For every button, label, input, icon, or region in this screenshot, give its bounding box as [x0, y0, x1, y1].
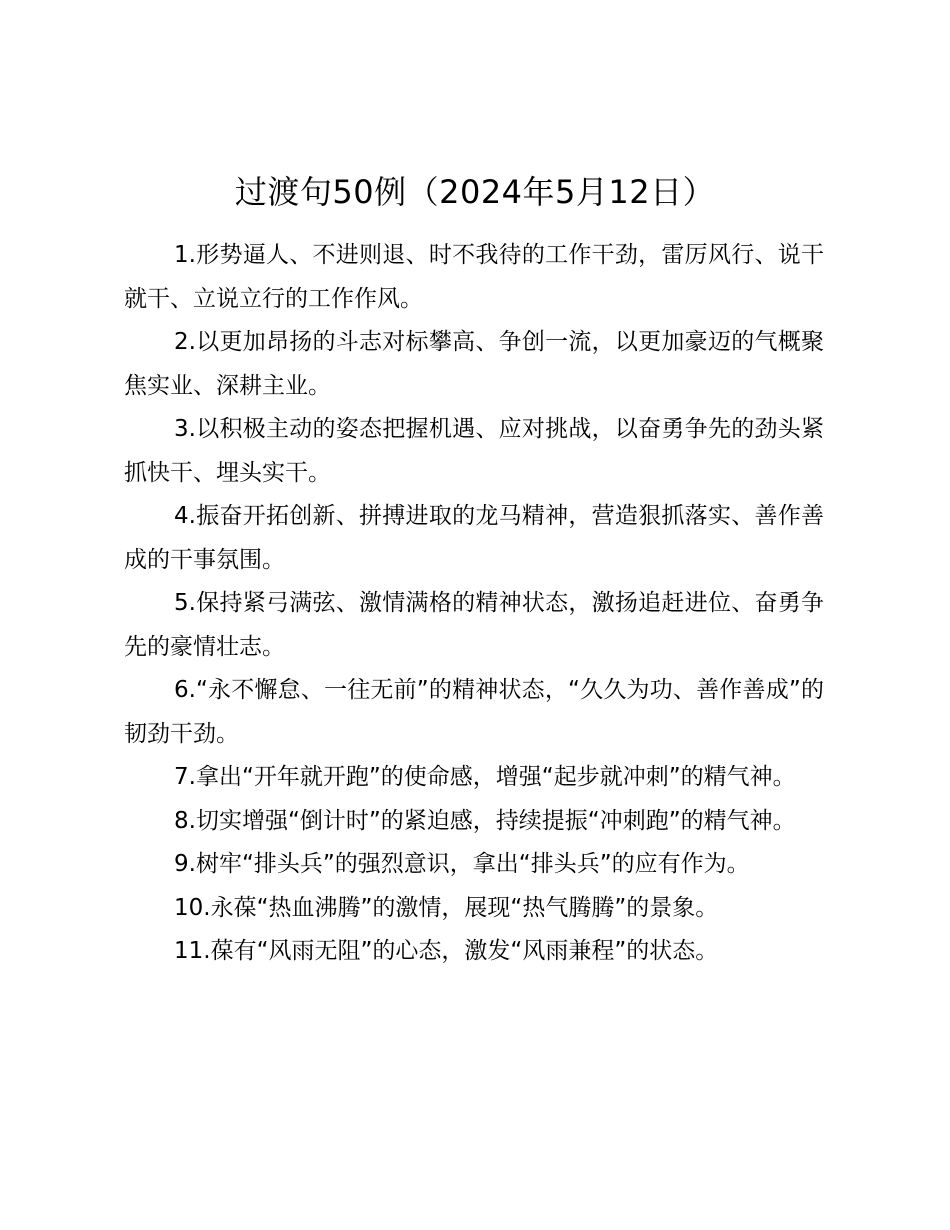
paragraph-5: 5.保持紧弓满弦、激情满格的精神状态，激扬追赶进位、奋勇争先的豪情壮志。: [124, 590, 824, 660]
paragraph-8: 8.切实增强“倒计时”的紧迫感，持续提振“冲刺跑”的精气神。: [174, 807, 796, 834]
paragraph-11: 11.葆有“风雨无阻”的心态，激发“风雨兼程”的状态。: [174, 938, 719, 964]
paragraph-6: 6.“永不懈怠、一往无前”的精神状态，“久久为功、善作善成”的韧劲干劲。: [124, 677, 824, 747]
paragraph-3: 3.以积极主动的姿态把握机遇、应对挑战，以奋勇争先的劲头紧抓快干、埋头实干。: [124, 416, 824, 486]
paragraph-10: 10.永葆“热血沸腾”的激情，展现“热气腾腾”的景象。: [174, 894, 719, 921]
paragraph-1: 1.形势逼人、不进则退、时不我待的工作干劲，雷厉风行、说干就干、立说立行的工作作风。: [124, 242, 824, 312]
document-body: [124, 234, 824, 974]
paragraph-7: 7.拿出“开年就开跑”的使命感，增强“起步就冲刺”的精气神。: [174, 764, 796, 790]
document-title: 过渡句50例（2024年5月12日）: [234, 173, 716, 211]
paragraph-4: 4.振奋开拓创新、拼搏进取的龙马精神，营造狠抓落实、善作善成的干事氛围。: [124, 503, 824, 573]
paragraph-9: 9.树牢“排头兵”的强烈意识，拿出“排头兵”的应有作为。: [174, 851, 750, 877]
paragraph-2: 2.以更加昂扬的斗志对标攀高、争创一流，以更加豪迈的气概聚焦实业、深耕主业。: [124, 329, 824, 399]
